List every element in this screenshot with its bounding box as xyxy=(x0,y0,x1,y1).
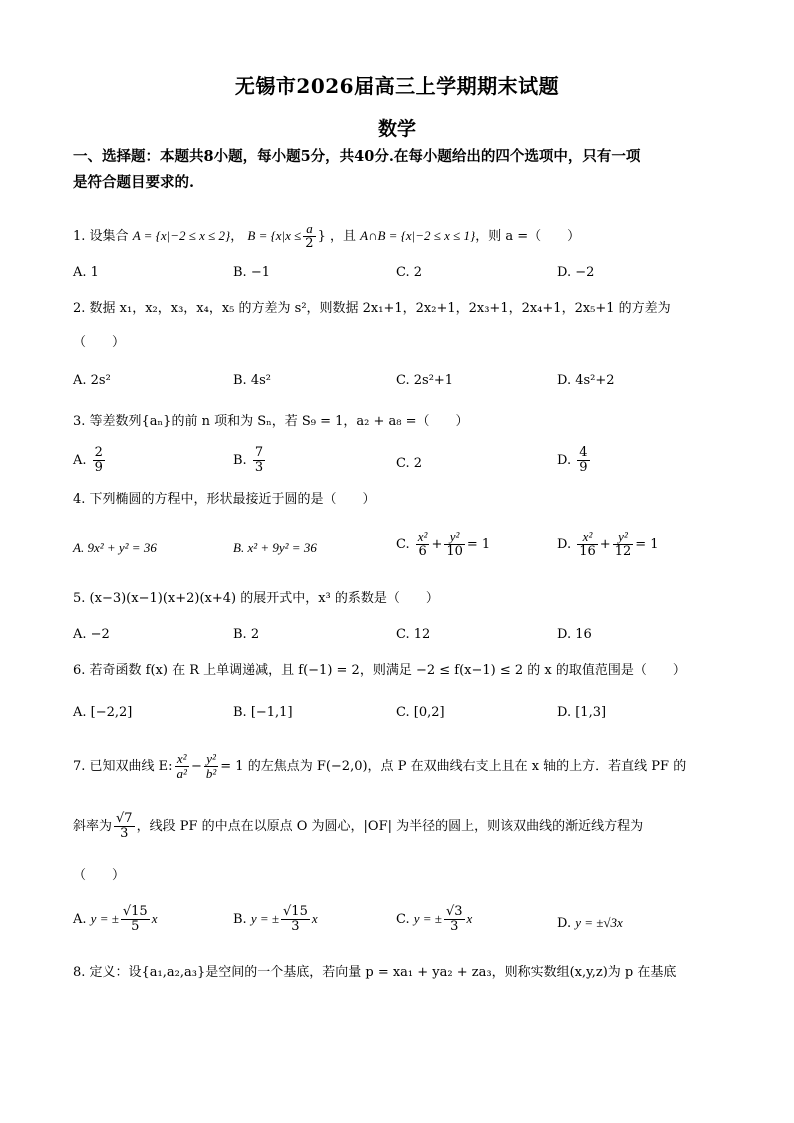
q5-option-d: D. 16 xyxy=(557,627,592,642)
question-7-line3: （ ） xyxy=(73,868,126,883)
q1-condition: A∩B = {x|−2 ≤ x ≤ 1} xyxy=(360,228,476,243)
q7-option-a xyxy=(73,905,157,934)
q7-slope-fraction xyxy=(114,812,135,841)
q6-option-a: A. [−2,2] xyxy=(73,705,133,720)
q6-option-b: B. [−1,1] xyxy=(233,705,293,720)
q7-option-b xyxy=(233,905,318,934)
q1-option-a: A. 1 xyxy=(73,265,99,280)
q4-d-den1: 16 xyxy=(579,544,596,559)
q7-c-num: √3 xyxy=(445,904,463,919)
q3-d-den: 9 xyxy=(579,460,588,475)
subject-heading: 数学 xyxy=(377,118,416,140)
question-2-line2: （ ） xyxy=(73,335,126,350)
q7-a-label: A. xyxy=(73,912,87,927)
q6-option-d: D. [1,3] xyxy=(557,705,607,720)
q4-c-num2: y² xyxy=(444,530,465,545)
q1-prefix: 1. 设集合 xyxy=(73,229,129,244)
q1-tail: ，则 a =（ ） xyxy=(475,229,581,244)
q3-b-den: 3 xyxy=(254,460,264,475)
q7-b-x: x xyxy=(311,911,318,926)
q5-option-a: A. −2 xyxy=(73,627,110,642)
q7-option-d xyxy=(557,913,623,934)
question-4: 4. 下列椭圆的方程中，形状最接近于圆的是（ ） xyxy=(73,492,376,507)
section-heading-line2: 是符合题目要求的. xyxy=(73,174,195,191)
question-7-line1: 7. 已知双曲线 E: $\frac{\text{x²}}{\text{a²}}$ − $\frac{\text{y²}}{\text{b²}}$ = 1 的左焦点为 F(−2,0)，点 P 在双曲线右支上且在 x 轴的上方．若直线 PF 的 xyxy=(73,751,687,781)
q7-den2: b² xyxy=(205,766,217,781)
q7-b-fraction xyxy=(281,905,310,934)
q7-a-num: √15 xyxy=(122,904,148,919)
q2-option-d: D. 4s²+2 xyxy=(557,373,615,388)
q7-a-lhs: y = ± xyxy=(90,911,119,926)
question-6: 6. 若奇函数 f(x) 在 R 上单调递减，且 f(−1) = 2，则满足 −2 ≤ f(x−1) ≤ 2 的 x 的取值范围是（ ） xyxy=(73,663,686,678)
q3-option-d xyxy=(557,446,592,475)
q1-option-d: D. −2 xyxy=(557,265,595,280)
q7-c-lhs: y = ± xyxy=(413,911,442,926)
q7-slope-den: 3 xyxy=(120,826,129,841)
q7-d-lhs: y = ±√3x xyxy=(575,915,623,930)
q4-c-den1: 6 xyxy=(418,544,427,559)
q7-slope-num: √7 xyxy=(116,811,133,826)
question-2-line1: 2. 数据 x₁，x₂，x₃，x₄，x₅ 的方差为 s²，则数据 2x₁+1，2x₂+1，2x₃+1，2x₄+1，2x₅+1 的方差为 xyxy=(73,301,671,316)
q1-option-b: B. −1 xyxy=(233,265,270,280)
q7-num2: y² xyxy=(204,752,218,767)
q7-c-x: x xyxy=(466,911,473,926)
q4-d-rhs: = 1 xyxy=(635,537,659,552)
q4-c-label: C. xyxy=(396,537,410,552)
q3-a-den: 9 xyxy=(94,460,103,475)
q7-den1: a² xyxy=(176,766,187,781)
q3-a-fraction xyxy=(93,446,105,475)
q3-option-b xyxy=(233,446,267,475)
q3-b-fraction xyxy=(253,446,265,475)
q2-option-c: C. 2s²+1 xyxy=(396,373,454,388)
q7-a-fraction xyxy=(121,905,150,934)
q4-d-num1: x² xyxy=(577,530,598,545)
q4-c-frac1 xyxy=(416,530,430,559)
q4-c-den2: 10 xyxy=(446,544,463,559)
q4-option-b: B. x² + 9y² = 36 xyxy=(233,540,317,555)
q7-b-num: √15 xyxy=(283,904,308,919)
q7-c-den: 3 xyxy=(450,919,459,934)
q1-mid: ，且 xyxy=(330,229,357,244)
q1-option-c: C. 2 xyxy=(396,265,423,280)
question-3: 3. 等差数列{aₙ}的前 n 项和为 Sₙ，若 S₉ = 1，a₂ + a₈ =（ ） xyxy=(73,414,469,429)
q4-c-num1: x² xyxy=(417,529,428,544)
q1-set-b-rhs: } xyxy=(317,229,326,244)
q7-a-x: x xyxy=(151,911,158,926)
q7-b-label: B. xyxy=(233,912,247,927)
q7-b-lhs: y = ± xyxy=(250,911,280,926)
q3-option-c: C. 2 xyxy=(396,456,423,471)
q4-d-frac2 xyxy=(613,530,634,559)
q1-set-a: A = {x|−2 ≤ x ≤ 2} xyxy=(132,228,231,243)
q4-c-rhs: = 1 xyxy=(466,537,491,552)
q5-option-b: B. 2 xyxy=(233,627,260,642)
q4-option-c: C. $\frac{\text{x²}}{6}$ + $\frac{\text{y²}}{10}$ = 1 xyxy=(396,529,491,559)
q3-d-label: D. xyxy=(557,453,572,468)
q2-option-b: B. 4s² xyxy=(233,373,271,388)
q7-slope-prefix: 斜率为 xyxy=(73,819,113,834)
question-1: 1. 设集合 A = {x|−2 ≤ x ≤ 2}， B = {x|x ≤ $\frac{a}{2}$ } ，且 A∩B = {x|−2 ≤ x ≤ 1}，则 a =（ ） xyxy=(73,221,581,251)
q6-option-c: C. [0,2] xyxy=(396,705,445,720)
q3-d-num: 4 xyxy=(579,445,588,460)
q3-b-num: 7 xyxy=(254,445,264,460)
q4-option-d: D. $\frac{\text{x²}}{16}$ + $\frac{\text{y²}}{12}$ = 1 xyxy=(557,529,659,559)
q3-a-num: 2 xyxy=(94,445,103,460)
question-8: 8. 定义：设{a₁,a₂,a₃}是空间的一个基底，若向量 p = xa₁ + ya₂ + za₃，则称实数组(x,y,z)为 p 在基底 xyxy=(73,965,677,980)
q7-frac2 xyxy=(204,752,218,781)
q7-num1: x² xyxy=(175,752,189,767)
question-7-line2 xyxy=(73,812,733,841)
q7-c-label: C. xyxy=(396,912,410,927)
q2-option-a: A. 2s² xyxy=(73,373,111,388)
q1-frac-den: 2 xyxy=(305,236,314,251)
q4-d-frac1 xyxy=(577,530,598,559)
q7-d-label: D. xyxy=(557,916,572,931)
q7-a-den: 5 xyxy=(131,919,140,934)
q1-fraction xyxy=(303,222,315,251)
q1-frac-num: a xyxy=(303,222,315,237)
q4-d-label: D. xyxy=(557,537,572,552)
q7-b-den: 3 xyxy=(291,919,300,934)
q7-c-fraction xyxy=(444,905,465,934)
q4-c-frac2 xyxy=(444,530,465,559)
q4-option-a: A. 9x² + y² = 36 xyxy=(73,540,157,555)
page-title: 无锡市2026届高三上学期期末试题 xyxy=(234,74,560,98)
q1-set-b-lhs: B = {x|x ≤ xyxy=(247,228,302,243)
q7-prefix: 7. 已知双曲线 E: xyxy=(73,759,173,774)
q7-rest2: ，线段 PF 的中点在以原点 O 为圆心，|OF| 为半径的圆上，则该双曲线的渐近线方程为 xyxy=(136,819,644,834)
q3-option-a xyxy=(73,446,107,475)
question-5: 5. (x−3)(x−1)(x+2)(x+4) 的展开式中，x³ 的系数是（ ） xyxy=(73,591,439,606)
q3-b-label: B. xyxy=(233,453,247,468)
q7-rest1: = 1 的左焦点为 F(−2,0)，点 P 在双曲线右支上且在 x 轴的上方．若直线 PF 的 xyxy=(220,759,687,774)
q3-a-label: A. xyxy=(73,453,87,468)
q7-option-c xyxy=(396,905,472,934)
q5-option-c: C. 12 xyxy=(396,627,431,642)
q3-d-fraction xyxy=(577,446,589,475)
q7-frac1 xyxy=(175,752,189,781)
q4-d-den2: 12 xyxy=(614,544,632,559)
section-heading-line1: 一、选择题：本题共8小题，每小题5分，共40分.在每小题给出的四个选项中，只有一项 xyxy=(73,148,641,165)
q4-d-num2: y² xyxy=(613,530,634,545)
